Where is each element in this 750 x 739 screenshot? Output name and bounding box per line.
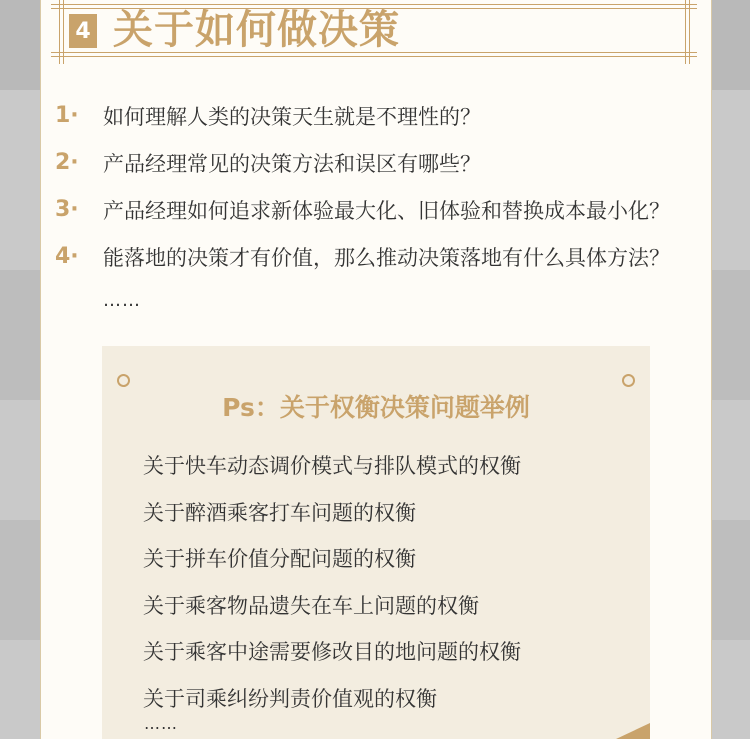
list-item-number: 3· xyxy=(55,197,79,222)
ps-title: Ps：关于权衡决策问题举例 xyxy=(222,393,530,422)
list-item-text: 如何理解人类的决策天生就是不理性的？ xyxy=(103,104,481,129)
list-item xyxy=(55,233,705,280)
list-item-number: 2· xyxy=(55,150,79,175)
list-item xyxy=(55,186,705,233)
ps-list-item: 关于快车动态调价模式与排队模式的权衡 xyxy=(143,454,521,478)
ps-list-item: 关于乘客中途需要修改目的地问题的权衡 xyxy=(143,640,521,664)
ring-icon xyxy=(622,374,635,387)
frame-line xyxy=(63,0,64,64)
frame-line xyxy=(59,0,60,64)
section-title: 关于如何做决策 xyxy=(113,7,400,53)
list-item-text: 产品经理如何追求新体验最大化、旧体验和替换成本最小化？ xyxy=(103,198,670,223)
content-card xyxy=(40,0,712,739)
list-item-number: 4· xyxy=(55,244,79,269)
frame-line xyxy=(51,56,697,57)
ps-list-item: 关于拼车价值分配问题的权衡 xyxy=(143,547,416,571)
list-item-number: 1· xyxy=(55,103,79,128)
ring-icon xyxy=(117,374,130,387)
ps-list xyxy=(143,446,643,725)
ps-list-item: 关于醉酒乘客打车问题的权衡 xyxy=(143,500,416,525)
frame-line xyxy=(689,0,690,64)
ps-box xyxy=(102,346,650,739)
section-number-badge: 4 xyxy=(69,14,97,48)
question-list xyxy=(55,92,705,280)
section-title-frame xyxy=(41,0,711,70)
ps-list-item: 关于司乘纠纷判责价值观的权衡 xyxy=(143,686,437,711)
list-item-text: 能落地的决策才有价值，那么推动决策落地有什么具体方法？ xyxy=(103,245,670,270)
ps-ellipsis: …… xyxy=(144,714,178,733)
frame-line xyxy=(685,0,686,64)
corner-fold-icon xyxy=(616,723,650,739)
frame-line xyxy=(51,4,697,5)
list-item xyxy=(55,139,705,186)
questions-ellipsis: …… xyxy=(103,290,141,311)
list-item-text: 产品经理常见的决策方法和误区有哪些？ xyxy=(103,151,481,176)
list-item xyxy=(55,92,705,139)
ps-list-item: 关于乘客物品遗失在车上问题的权衡 xyxy=(143,593,479,618)
